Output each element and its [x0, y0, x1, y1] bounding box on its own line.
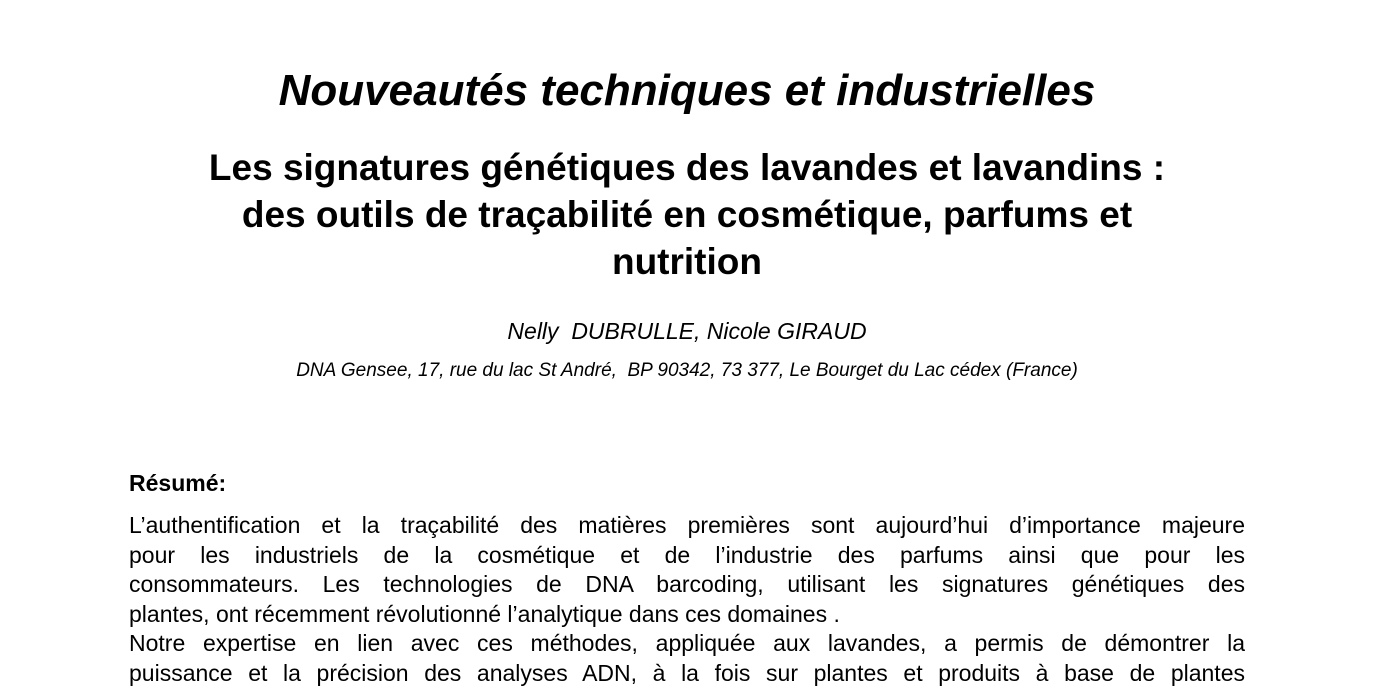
- paper-title-line: Les signatures génétiques des lavandes et lavandins :: [100, 144, 1274, 191]
- section-title: Nouveautés techniques et industrielles: [0, 64, 1374, 118]
- abstract-heading: Résumé:: [129, 468, 226, 498]
- abstract-line: L’authentification et la traçabilité des matières premières sont aujourd’hui d’importance majeure: [129, 511, 1245, 541]
- authors: Nelly DUBRULLE, Nicole GIRAUD: [0, 316, 1374, 346]
- abstract-line: pour les industriels de la cosmétique et de l’industrie des parfums ainsi que pour les: [129, 541, 1245, 571]
- paper-title-line: nutrition: [100, 238, 1274, 285]
- paper-title: [100, 144, 1274, 285]
- affiliation: DNA Gensee, 17, rue du lac St André, BP 90342, 73 377, Le Bourget du Lac cédex (France): [0, 358, 1374, 384]
- abstract-line: Notre expertise en lien avec ces méthodes, appliquée aux lavandes, a permis de démontrer la: [129, 629, 1245, 659]
- abstract-paragraph: [129, 629, 1245, 688]
- abstract-line: puissance et la précision des analyses ADN, à la fois sur plantes et produits à base de plantes: [129, 659, 1245, 688]
- abstract-body: [129, 511, 1245, 688]
- abstract-line: plantes, ont récemment révolutionné l’analytique dans ces domaines .: [129, 600, 1245, 630]
- abstract-paragraph: [129, 511, 1245, 629]
- paper-title-line: des outils de traçabilité en cosmétique, parfums et: [100, 191, 1274, 238]
- abstract-line: consommateurs. Les technologies de DNA barcoding, utilisant les signatures génétiques des: [129, 570, 1245, 600]
